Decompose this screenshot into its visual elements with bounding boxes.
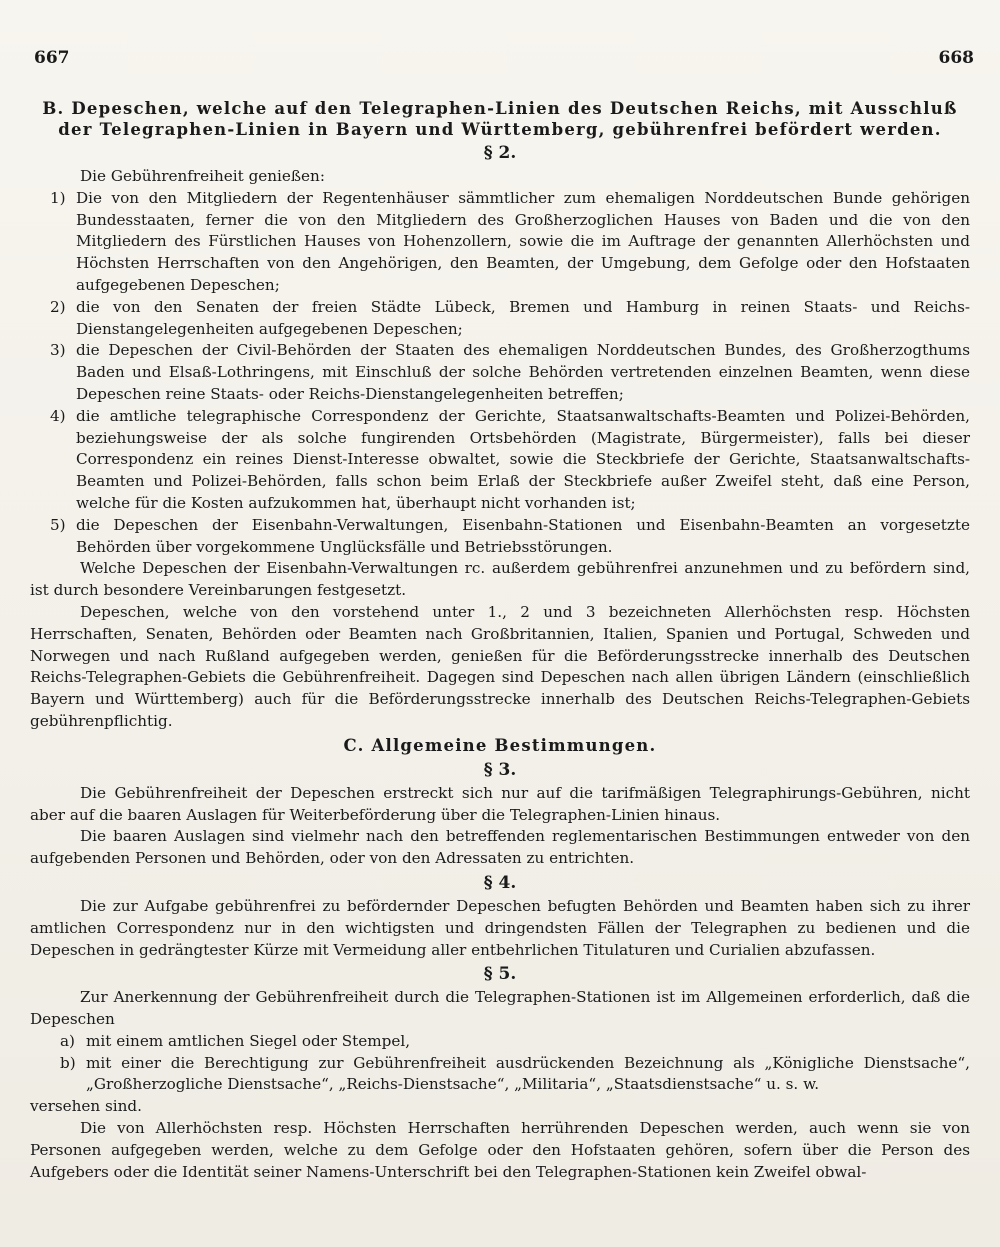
list-item-text: die Depeschen der Civil-Behörden der Staaten des ehemaligen Norddeutschen Bundes, des Großherzogthums Baden und Elsaß-Lothringens, mit Einschluß der solche Behörden vertretenden einzelnen Beamten, wenn diese Depeschen reine Staats- oder Reichs-Dienstangelegenheiten betreffen;: [76, 341, 970, 403]
paragraph-5-text-1: Zur Anerkennung der Gebührenfreiheit durch die Telegraphen-Stationen ist im Allgemeinen erforderlich, daß die Depeschen: [30, 988, 970, 1029]
list-item-number: 3): [50, 341, 66, 360]
section-b-heading: B. Depeschen, welche auf den Telegraphen-Linien des Deutschen Reichs, mit Ausschluß der Telegraphen-Linien in Bayern und Württemberg, gebührenfrei befördert werden.: [42, 99, 958, 139]
list-item-text: die amtliche telegraphische Correspondenz der Gerichte, Staatsanwaltschafts-Beamten und Polizei-Behörden, beziehungsweise der als solche fungirenden Ortsbehörden (Magistrate, Bürgermeister), falls bei dieser Correspondenz ein reines Dienst-Interesse obwaltet, sowie die Steckbriefe der Gerichte, Staatsanwaltschafts-Beamten und Polizei-Behörden, falls schon beim Erlaß der Steckbriefe außer Zweifel steht, daß eine Person, welche für die Kosten aufzukommen hat, überhaupt nicht vorhanden ist;: [76, 406, 970, 512]
list-item-text: die Depeschen der Eisenbahn-Verwaltungen, Eisenbahn-Stationen und Eisenbahn-Beamten an vorgesetzte Behörden über vorgekommene Unglücksfälle und Betriebsstörungen.: [76, 515, 970, 556]
list-item-number: 2): [50, 297, 66, 316]
list-item: [30, 188, 970, 297]
section-b-intro: Die Gebührenfreiheit genießen:: [80, 167, 325, 185]
paragraph-2-sign: § 2.: [483, 143, 517, 163]
list-item: [30, 340, 970, 405]
list-item-letter: b): [60, 1053, 76, 1072]
section-c-heading: C. Allgemeine Bestimmungen.: [343, 735, 657, 755]
list-item: [30, 1031, 970, 1053]
list-item-text: die von den Senaten der freien Städte Lübeck, Bremen und Hamburg in reinen Staats- und Reichs-Dienstangelegenheiten aufgegebenen Depeschen;: [76, 297, 970, 338]
paragraph-4-sign: § 4.: [483, 872, 517, 893]
list-item: [30, 297, 970, 341]
paragraph-4-body: [30, 896, 970, 961]
list-item-letter: a): [60, 1031, 75, 1050]
paragraph-5-text-3: Die von Allerhöchsten resp. Höchsten Herrschaften herrührenden Depeschen werden, auch wenn sie von Personen aufgegeben werden, welche zu dem Gefolge oder den Hofstaaten gehören, sofern über die Person des Aufgebers oder die Identität seiner Namens-Unterschrift bei den Telegraphen-Stationen kein Zweifel obwal-: [30, 1119, 970, 1181]
list-item: [30, 1053, 970, 1097]
list-item: [30, 515, 970, 559]
foreign-paragraph: Depeschen, welche von den vorstehend unter 1., 2 und 3 bezeichneten Allerhöchsten resp. Höchsten Herrschaften, Senaten, Behörden oder Beamten nach Großbritannien, Italien, Spanien und Portugal, Schweden und Norwegen und nach Rußland aufgegeben werden, genießen für die Beförderungsstrecke innerhalb des Deutschen Reichs-Telegraphen-Gebiets die Gebührenfreiheit. Dagegen sind Depeschen nach allen übrigen Ländern (einschließlich Bayern und Württemberg) auch für die Beförderungsstrecke innerhalb des Deutschen Reichs-Telegraphen-Gebiets gebührenpflichtig.: [30, 602, 970, 730]
list-item-text: mit einem amtlichen Siegel oder Stempel,: [86, 1031, 411, 1050]
paragraph-3-body: [30, 783, 970, 870]
paragraph-3-text-1: Die Gebührenfreiheit der Depeschen erstreckt sich nur auf die tarifmäßigen Telegraphirungs-Gebühren, nicht aber auf die baaren Auslagen für Weiterbeförderung über die Telegraphen-Linien hinaus.: [30, 783, 970, 824]
list-item: [30, 406, 970, 515]
paragraph-4-text-1: Die zur Aufgabe gebührenfrei zu befördernder Depeschen befugten Behörden und Beamten haben sich zu ihrer amtlichen Correspondenz nur in den wichtigsten und dringendsten Fällen der Telegraphen zu bedienen und die Depeschen in gedrängtester Kürze mit Vermeidung aller entbehrlichen Titulaturen und Curialien abzufassen.: [30, 896, 970, 959]
list-item-text: mit einer die Berechtigung zur Gebührenfreiheit ausdrückenden Bezeichnung als „Königliche Dienstsache“, „Großherzogliche Dienstsache“, „Reichs-Dienstsache“, „Militaria“, „Staatsdienstsache“ u. s. w.: [86, 1053, 970, 1094]
list-item-number: 5): [50, 515, 66, 534]
paragraph-3-text-2: Die baaren Auslagen sind vielmehr nach den betreffenden reglementarischen Bestimmungen entweder von den aufgebenden Personen und Behörden, oder von den Adressaten zu entrichten.: [30, 827, 970, 868]
railway-paragraph: Welche Depeschen der Eisenbahn-Verwaltungen rc. außerdem gebührenfrei anzunehmen und zu befördern sind, ist durch besondere Vereinbarungen festgesetzt.: [30, 559, 970, 600]
paragraph-5-text-2: versehen sind.: [30, 1097, 142, 1116]
paragraph-3-sign: § 3.: [483, 759, 517, 780]
list-item-number: 4): [50, 406, 66, 425]
paragraph-5-body: [30, 987, 970, 1183]
list-item-number: 1): [50, 188, 66, 207]
page-number-right: 668: [938, 48, 974, 68]
section-b-body: [30, 166, 970, 733]
page-number-left: 667: [34, 48, 70, 68]
list-item-text: Die von den Mitgliedern der Regentenhäuser sämmtlicher zum ehemaligen Norddeutschen Bunde gehörigen Bundesstaaten, ferner die von den Mitgliedern des Großherzoglichen Hauses von Baden und die von den Mitgliedern des Fürstlichen Hauses von Hohenzollern, sowie die im Auftrage der genannten Allerhöchsten und Höchsten Herrschaften von den Angehörigen, den Beamten, der Umgebung, dem Gefolge oder den Hofstaaten aufgegebenen Depeschen;: [76, 188, 970, 294]
paragraph-5-sign: § 5.: [483, 964, 517, 985]
